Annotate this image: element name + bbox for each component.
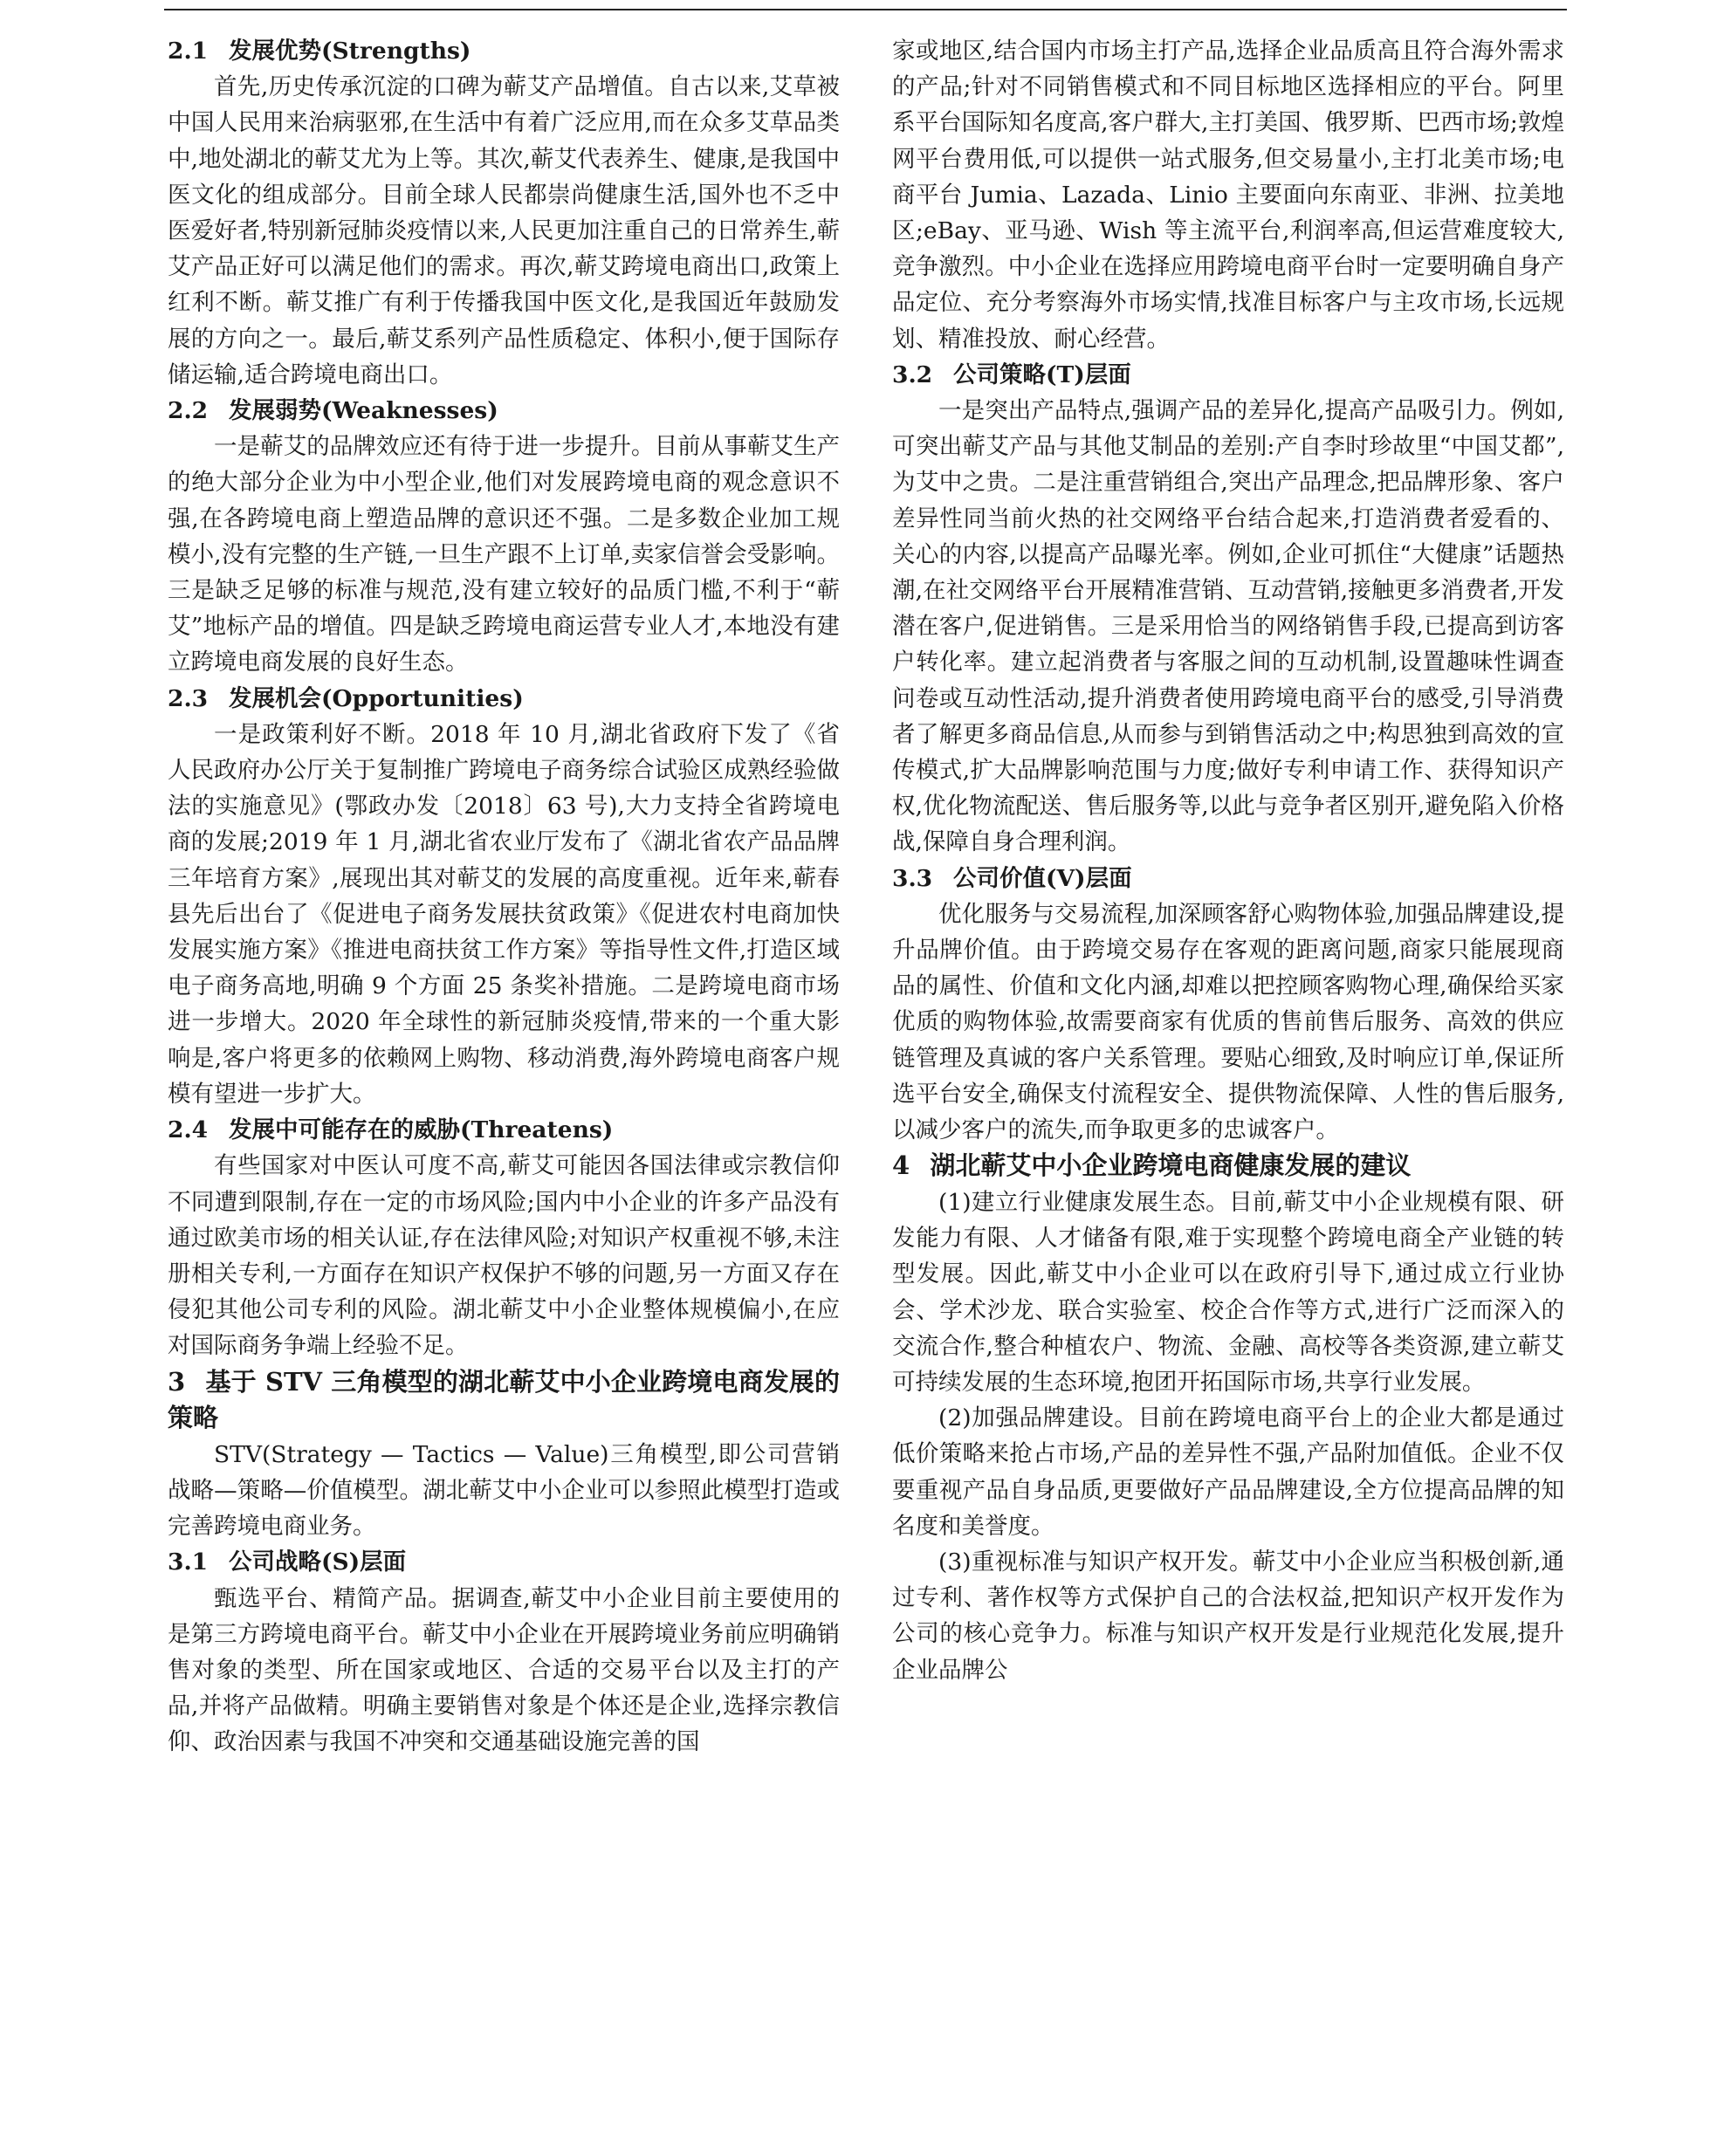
section-2-3-paragraph: 一是政策利好不断。2018 年 10 月,湖北省政府下发了《省人民政府办公厅关于复制推广跨境电子商务综合试验区成熟经验做法的实施意见》(鄂政办发〔2018〕63 号),大力支持全省跨境电商的发展;2019 年 1 月,湖北省农业厅发布了《湖北省农产品品牌三年培育方案》,展现出其对蕲艾的发展的高度重视。近年来,蕲春县先后出台了《促进电子商务发展扶贫政策》《促进农村电商加快发展实施方案》《推进电商扶贫工作方案》等指导性文件,打造区域电子商务高地,明确 9 个方面 25 条奖补措施。二是跨境电商市场进一步增大。2020 年全球性的新冠肺炎疫情,带来的一个重大影响是,客户将更多的依赖网上购物、移动消费,海外跨境电商客户规模有望进一步扩大。 (168, 720, 840, 1108)
section-2-4-paragraph: 有些国家对中医认可度不高,蕲艾可能因各国法律或宗教信仰不同遭到限制,存在一定的市场风险;国内中小企业的许多产品没有通过欧美市场的相关认证,存在法律风险;对知识产权重视不够,未注册相关专利,一方面存在知识产权保护不够的问题,另一方面又存在侵犯其他公司专利的风险。湖北蕲艾中小企业整体规模偏小,在应对国际商务争端上经验不足。 (168, 1152, 840, 1360)
section-3-1-paragraph: 甄选平台、精简产品。据调查,蕲艾中小企业目前主要使用的是第三方跨境电商平台。蕲艾中小企业在开展跨境业务前应明确销售对象的类型、所在国家或地区、合适的交易平台以及主打的产品,并将产品做精。明确主要销售对象是个体还是企业,选择宗教信仰、政治因素与我国不冲突和交通基础设施完善的国 (168, 1584, 840, 1756)
section-3-3-paragraph: 优化服务与交易流程,加深顾客舒心购物体验,加强品牌建设,提升品牌价值。由于跨境交易存在客观的距离问题,商家只能展现商品的属性、价值和文化内涵,却难以把控顾客购物心理,确保给买家优质的购物体验,故需要商家有优质的售前售后服务、高效的供应链管理及真诚的客户关系管理。要贴心细致,及时响应订单,保证所选平台安全,确保支付流程安全、提供物流保障、人性的售后服务,以减少客户的流失,而争取更多的忠诚客户。 (892, 900, 1564, 1144)
section-2-1-paragraph: 首先,历史传承沉淀的口碑为蕲艾产品增值。自古以来,艾草被中国人民用来治病驱邪,在生活中有着广泛应用,而在众多艾草品类中,地处湖北的蕲艾尤为上等。其次,蕲艾代表养生、健康,是我国中医文化的组成部分。目前全球人民都崇尚健康生活,国外也不乏中医爱好者,特别新冠肺炎疫情以来,人民更加注重自己的日常养生,蕲艾产品正好可以满足他们的需求。再次,蕲艾跨境电商出口,政策上红利不断。蕲艾推广有利于传播我国中医文化,是我国近年鼓励发展的方向之一。最后,蕲艾系列产品性质稳定、体积小,便于国际存储运输,适合跨境电商出口。 (168, 73, 840, 388)
section-2-1-heading: 2.1 发展优势(Strengths) (168, 38, 471, 65)
section-4-item-3: (3)重视标准与知识产权开发。蕲艾中小企业应当积极创新,通过专利、著作权等方式保护自己的合法权益,把知识产权开发作为公司的核心竞争力。标准与知识产权开发是行业规范化发展,提升企业品牌公 (892, 1548, 1564, 1684)
section-2-2-heading: 2.2 发展弱势(Weaknesses) (168, 397, 498, 425)
section-3-heading: 3 基于 STV 三角模型的湖北蕲艾中小企业跨境电商发展的策略 (168, 1366, 840, 1433)
section-2-3-heading: 2.3 发展机会(Opportunities) (168, 684, 524, 712)
section-4-item-1: (1)建立行业健康发展生态。目前,蕲艾中小企业规模有限、研发能力有限、人才储备有限,难于实现整个跨境电商全产业链的转型发展。因此,蕲艾中小企业可以在政府引导下,通过成立行业协会、学术沙龙、联合实验室、校企合作等方式,进行广泛而深入的交流合作,整合种植农户、物流、金融、高校等各类资源,建立蕲艾可持续发展的生态环境,抱团开拓国际市场,共享行业发展。 (892, 1188, 1564, 1396)
section-3-2-paragraph: 一是突出产品特点,强调产品的差异化,提高产品吸引力。例如,可突出蕲艾产品与其他艾制品的差别:产自李时珍故里“中国艾都”,为艾中之贵。二是注重营销组合,突出产品理念,把品牌形象、客户差异性同当前火热的社交网络平台结合起来,打造消费者爱看的、关心的内容,以提高产品曝光率。例如,企业可抓住“大健康”话题热潮,在社交网络平台开展精准营销、互动营销,接触更多消费者,开发潜在客户,促进销售。三是采用恰当的网络销售手段,已提高到访客户转化率。建立起消费者与客服之间的互动机制,设置趣味性调查问卷或互动性活动,提升消费者使用跨境电商平台的感受,引导消费者了解更多商品信息,从而参与到销售活动之中;构思独到高效的宣传模式,扩大品牌影响范围与力度;做好专利申请工作、获得知识产权,优化物流配送、售后服务等,以此与竞争者区别开,避免陷入价格战,保障自身合理利润。 (892, 397, 1564, 856)
section-2-2-paragraph: 一是蕲艾的品牌效应还有待于进一步提升。目前从事蕲艾生产的绝大部分企业为中小型企业,他们对发展跨境电商的观念意识不强,在各跨境电商上塑造品牌的意识还不强。二是多数企业加工规模小,没有完整的生产链,一旦生产跟不上订单,卖家信誉会受影响。三是缺乏足够的标准与规范,没有建立较好的品质门槛,不利于“蕲艾”地标产品的增值。四是缺乏跨境电商运营专业人才,本地没有建立跨境电商发展的良好生态。 (168, 433, 840, 676)
section-3-2-heading: 3.2 公司策略(T)层面 (892, 360, 1131, 388)
section-4-heading: 4 湖北蕲艾中小企业跨境电商健康发展的建议 (892, 1150, 1412, 1181)
left-column (168, 33, 840, 1761)
section-2-4-heading: 2.4 发展中可能存在的威胁(Threatens) (168, 1116, 614, 1144)
header-rule (164, 9, 1567, 10)
section-3-3-heading: 3.3 公司价值(V)层面 (892, 864, 1132, 892)
section-3-paragraph: STV(Strategy — Tactics — Value)三角模型,即公司营销战略—策略—价值模型。湖北蕲艾中小企业可以参照此模型打造或完善跨境电商业务。 (168, 1440, 840, 1541)
section-3-1-continuation: 家或地区,结合国内市场主打产品,选择企业品质高且符合海外需求的产品;针对不同销售模式和不同目标地区选择相应的平台。阿里系平台国际知名度高,客户群大,主打美国、俄罗斯、巴西市场;敦煌网平台费用低,可以提供一站式服务,但交易量小,主打北美市场;电商平台 Jumia、Lazada、Linio 主要面向东南亚、非洲、拉美地区;eBay、亚马逊、Wish 等主流平台,利润率高,但运营难度较大,竞争激烈。中小企业在选择应用跨境电商平台时一定要明确自身产品定位、充分考察海外市场实情,找准目标客户与主攻市场,长远规划、精准投放、耐心经营。 (892, 38, 1564, 353)
section-4-item-2: (2)加强品牌建设。目前在跨境电商平台上的企业大都是通过低价策略来抢占市场,产品的差异性不强,产品附加值低。企业不仅要重视产品自身品质,更要做好产品品牌建设,全方位提高品牌的知名度和美誉度。 (892, 1404, 1564, 1540)
right-column (892, 33, 1564, 1688)
section-3-1-heading: 3.1 公司战略(S)层面 (168, 1548, 407, 1576)
